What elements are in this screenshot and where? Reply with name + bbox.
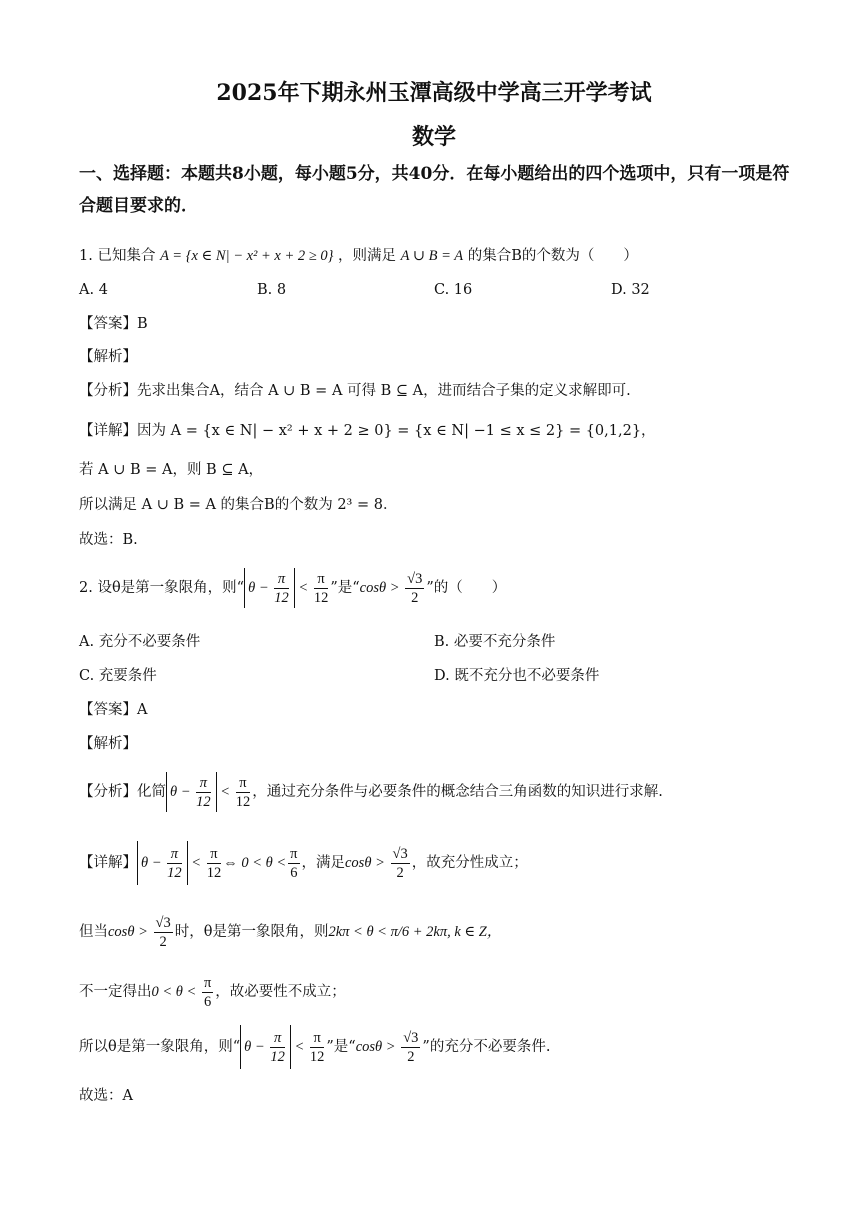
q2-option-c: C. 充要条件 [79,668,157,684]
exam-title: 2025年下期永州玉潭高级中学高三开学考试 [216,80,652,106]
q2-option-d: D. 既不充分也不必要条件 [434,668,600,684]
q2-option-a: A. 充分不必要条件 [79,634,201,650]
q2-so-prefix: 所以θ是第一象限角，则“ [79,1039,241,1055]
q2-but: 但当cosθ > $\frac{√3}{2}$ 时，θ是第一象限角，则2kπ < θ < π/6 + 2kπ, k ∈ Z， [79,914,502,950]
q2-abs-expr: θ − $\frac{\pi}{12}$ [244,568,295,608]
q2-analysis-label: 【解析】 [79,736,137,752]
q1-choose: 故选：B. [79,532,138,548]
q2-fenxi: 【分析】化简 θ − $\frac{\pi}{12}$ < $\frac{\pi}{12}$ ，通过充分条件与必要条件的概念结合三角函数的知识进行求解. [79,772,663,812]
q2-choose: 故选：A [79,1088,133,1104]
q1-fenxi: 【分析】先求出集合A，结合 A ∪ B = A 可得 B ⊆ A，进而结合子集的定义求解即可. [79,383,631,399]
q2-stem: 2. 设θ是第一象限角，则“ θ − $\frac{\pi}{12}$ < $\frac{\pi}{12}$ ”是“cosθ > $\frac{√3}{2}$ ”的（ ） [79,568,506,608]
q1-set-expr: A = {x ∈ N| − x² + x + 2 ≥ 0} [160,248,334,264]
q2-answer: 【答案】A [79,702,148,718]
q2-so-mid: ”是“ [326,1039,356,1055]
q2-detail: 【详解】 θ − $\frac{\pi}{12}$ < $\frac{\pi}{12}$ ⇔ 0 < θ < $\frac{\pi}{6}$ ，满足cosθ > $\frac{√3}{2}$ ，故充分性成立； [79,841,528,885]
q1-detail-3: 所以满足 A ∪ B = A 的集合B的个数为 2³ = 8． [79,497,398,513]
q2-but-mid: 时，θ是第一象限角，则 [174,924,329,940]
q1-detail-2: 若 A ∪ B = A，则 B ⊆ A， [79,462,264,478]
q2-detail-suffix: ，故充分性成立； [411,855,528,871]
q2-stem-suffix: ”的（ ） [426,580,507,596]
q1-option-b: B. 8 [257,282,287,298]
q2-so-suffix: ”的充分不必要条件. [422,1039,551,1055]
q1-stem-suffix: 的集合B的个数为（ ） [467,248,638,264]
q2-notnec-suffix: ，故必要性不成立； [215,984,346,1000]
q2-notnec-prefix: 不一定得出 [79,984,152,1000]
q1-cond: A ∪ B = A [400,248,464,264]
q2-fenxi-suffix: ，通过充分条件与必要条件的概念结合三角函数的知识进行求解. [252,784,663,800]
q2-detail-mid2: ，满足 [301,855,345,871]
q1-option-c: C. 16 [434,282,473,298]
q2-fenxi-prefix: 【分析】化简 [79,784,166,800]
q1-answer: 【答案】B [79,316,148,332]
q1-analysis-label: 【解析】 [79,349,137,365]
q2-stem-prefix: 2. 设θ是第一象限角，则“ [79,580,245,596]
q2-conclusion: 所以θ是第一象限角，则“ θ − $\frac{\pi}{12}$ < $\frac{\pi}{12}$ ”是“cosθ > $\frac{√3}{2}$ ”的充分不必要条件. [79,1025,550,1069]
subject-title: 数学 [411,124,456,150]
q2-detail-mid: ⇔ 0 < θ < [223,855,287,871]
q1-stem-mid: ，则满足 [338,248,397,264]
q2-but-expr: 2kπ < θ < π/6 + 2kπ, k ∈ Z， [328,924,502,940]
q2-stem-mid: ”是“ [330,580,360,596]
q1-option-d: D. 32 [611,282,650,298]
section-heading: 一、选择题：本题共8小题，每小题5分，共40分．在每小题给出的四个选项中，只有一项是符合题目要求的． [79,164,790,216]
q1-detail-1: 【详解】因为 A = {x ∈ N| − x² + x + 2 ≥ 0} = {x ∈ N| −1 ≤ x ≤ 2} = {0,1,2}， [79,423,656,439]
q1-option-a: A. 4 [79,282,108,298]
q2-not-necessary: 不一定得出0 < θ < $\frac{\pi}{6}$ ，故必要性不成立； [79,974,346,1010]
q1-stem [79,245,638,267]
q2-option-b: B. 必要不充分条件 [434,634,556,650]
q1-stem-prefix: 1. 已知集合 [79,248,156,264]
q2-detail-prefix: 【详解】 [79,855,137,871]
q2-but-prefix: 但当 [79,924,108,940]
